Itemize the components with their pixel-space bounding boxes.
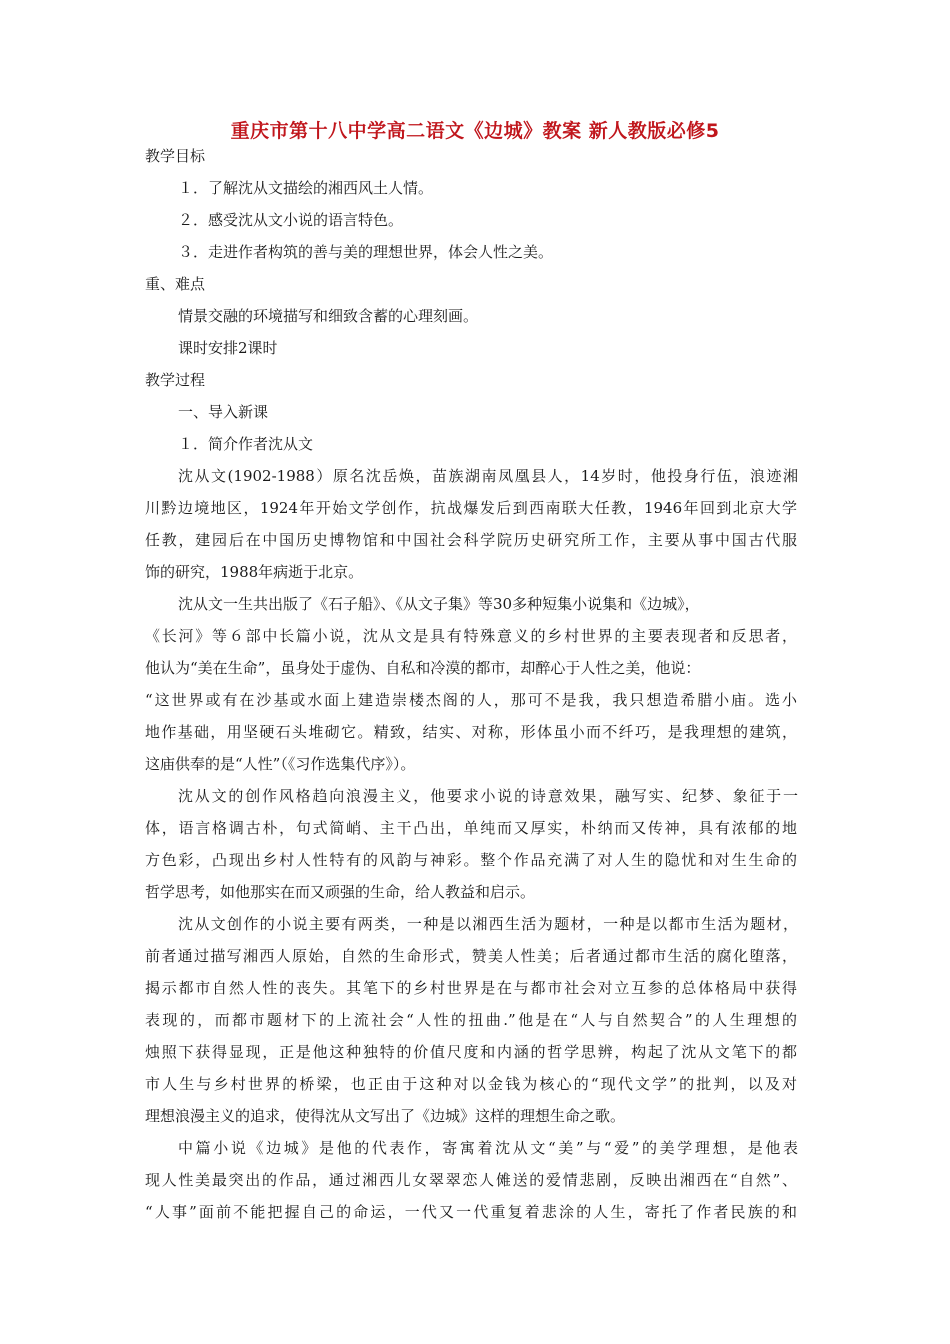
paragraph-line: 哲学思考，如他那实在而又顽强的生命，给人教益和启示。 bbox=[145, 883, 536, 901]
paragraph-line: 沈从文(1902-1988）原名沈岳焕，苗族湖南凤凰县人，14岁时，他投身行伍，浪迹湘 bbox=[178, 467, 798, 485]
paragraph-line: 揭示都市自然人性的丧失。其笔下的乡村世界是在与都市社会对立互参的总体格局中获得 bbox=[145, 979, 797, 997]
document-title: 重庆市第十八中学高二语文《边城》教案 新人教版必修5 bbox=[230, 120, 720, 142]
goal-item-2: ２．感受沈从文小说的语言特色。 bbox=[178, 211, 404, 229]
subsection-heading: １．简介作者沈从文 bbox=[178, 435, 314, 453]
section-heading: 一、导入新课 bbox=[178, 403, 269, 421]
goal-item-1: １．了解沈从文描绘的湘西风土人情。 bbox=[178, 179, 434, 197]
paragraph-line: 任教，建园后在中国历史博物馆和中国社会科学院历史研究所工作，主要从事中国古代服 bbox=[145, 531, 797, 549]
paragraph-line: “人事”面前不能把握自己的命运，一代又一代重复着悲涂的人生，寄托了作者民族的和 bbox=[145, 1203, 797, 1221]
paragraph-line: 《长河》等６部中长篇小说，沈从文是具有特殊意义的乡村世界的主要表现者和反思者， bbox=[145, 627, 797, 645]
key-points-heading: 重、难点 bbox=[145, 275, 206, 293]
paragraph-line: 沈从文创作的小说主要有两类，一种是以湘西生活为题材，一种是以都市生活为题材， bbox=[178, 915, 798, 933]
paragraph-line: 前者通过描写湘西人原始，自然的生命形式，赞美人性美；后者通过都市生活的腐化堕落， bbox=[145, 947, 797, 965]
paragraph-line: “这世界或有在沙基或水面上建造崇楼杰阁的人，那可不是我，我只想造希腊小庙。选小 bbox=[145, 691, 797, 709]
paragraph-line: 市人生与乡村世界的桥梁，也正由于这种对以金钱为核心的“现代文学”的批判，以及对 bbox=[145, 1075, 797, 1093]
paragraph-line: 饰的研究，1988年病逝于北京。 bbox=[145, 563, 364, 581]
teaching-goals-heading: 教学目标 bbox=[145, 147, 206, 165]
paragraph-line: 体，语言格调古朴，句式简峭、主干凸出，单纯而又厚实，朴纳而又传神，具有浓郁的地 bbox=[145, 819, 797, 837]
paragraph-line: 地作基础，用坚硬石头堆砌它。精致，结实、对称，形体虽小而不纤巧，是我理想的建筑， bbox=[145, 723, 797, 741]
paragraph-line: 理想浪漫主义的追求，使得沈从文写出了《边城》这样的理想生命之歌。 bbox=[145, 1107, 626, 1125]
paragraph-line: 中篇小说《边城》是他的代表作，寄寓着沈从文“美”与“爱”的美学理想，是他表 bbox=[178, 1139, 798, 1157]
paragraph-line: 现人性美最突出的作品，通过湘西儿女翠翠恋人傩送的爱情悲剧，反映出湘西在“自然”、 bbox=[145, 1171, 797, 1189]
paragraph-line: 他认为“美在生命”，虽身处于虚伪、自私和冷漠的都市，却醉心于人性之美，他说： bbox=[145, 659, 701, 677]
paragraph-line: 烛照下获得显现，正是他这种独特的价值尺度和内涵的哲学思辨，构起了沈从文笔下的都 bbox=[145, 1043, 797, 1061]
goal-item-3: ３．走进作者构筑的善与美的理想世界，体会人性之美。 bbox=[178, 243, 554, 261]
schedule-text: 课时安排2课时 bbox=[178, 339, 278, 357]
key-points-text: 情景交融的环境描写和细致含蓄的心理刻画。 bbox=[178, 307, 479, 325]
paragraph-line: 这庙供奉的是“人性”（《习作选集代序》）。 bbox=[145, 755, 416, 773]
paragraph-line: 沈从文一生共出版了《石子船》、《从文子集》等30多种短集小说集和《边城》， bbox=[178, 595, 700, 613]
paragraph-line: 沈从文的创作风格趋向浪漫主义，他要求小说的诗意效果，融写实、纪梦、象征于一 bbox=[178, 787, 798, 805]
process-heading: 教学过程 bbox=[145, 371, 206, 389]
paragraph-line: 方色彩，凸现出乡村人性特有的风韵与神彩。整个作品充满了对人生的隐忧和对生生命的 bbox=[145, 851, 797, 869]
paragraph-line: 表现的，而都市题材下的上流社会“人性的扭曲.”他是在“人与自然契合”的人生理想的 bbox=[145, 1011, 797, 1029]
paragraph-line: 川黔边境地区，1924年开始文学创作，抗战爆发后到西南联大任教，1946年回到北京大学 bbox=[145, 499, 797, 517]
